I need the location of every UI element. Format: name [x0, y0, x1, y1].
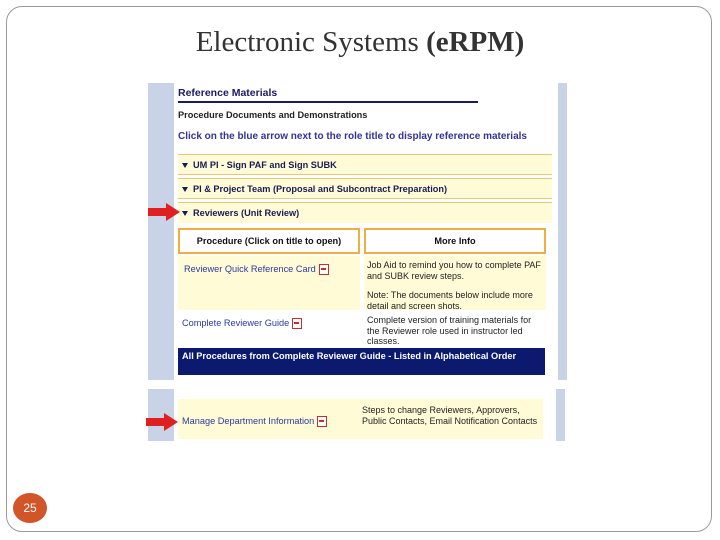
reference-heading: Reference Materials: [178, 87, 278, 99]
table-cell-info: [364, 256, 546, 310]
pdf-icon: [292, 318, 302, 329]
manage-department-screenshot: [148, 389, 568, 441]
left-margin-bar: [148, 83, 174, 380]
role-row-reviewers[interactable]: [178, 202, 552, 223]
page-number-badge: 25: [13, 493, 47, 523]
slide-title: [0, 26, 720, 59]
complete-reviewer-guide-link[interactable]: Complete Reviewer Guide: [182, 318, 290, 328]
red-arrow-icon: [148, 203, 180, 221]
instruction-text: Click on the blue arrow next to the role title to display reference materials: [178, 131, 527, 142]
role-row-pi-project-team[interactable]: [178, 178, 552, 199]
manage-department-link[interactable]: Manage Department Information: [182, 416, 315, 426]
manage-department-row: [178, 399, 543, 439]
manage-department-info: Steps to change Reviewers, Approvers, Public Contacts, Email Notification Contacts: [362, 405, 538, 426]
procedure-docs-subheading: Procedure Documents and Demonstrations: [178, 110, 368, 120]
triangle-down-icon[interactable]: [182, 211, 188, 216]
reviewer-quick-reference-link[interactable]: Reviewer Quick Reference Card: [184, 264, 316, 274]
all-procedures-banner[interactable]: All Procedures from Complete Reviewer Guide - Listed in Alphabetical Order: [178, 348, 545, 375]
triangle-down-icon[interactable]: [182, 163, 188, 168]
right-margin-bar: [558, 83, 567, 380]
pdf-icon: [317, 416, 327, 427]
info-text: Job Aid to remind you how to complete PAF and SUBK review steps.: [367, 260, 541, 281]
table-header-procedure: Procedure (Click on title to open): [178, 228, 360, 254]
role-label: Reviewers (Unit Review): [193, 208, 300, 218]
red-arrow-icon: [146, 413, 178, 431]
heading-rule: [178, 101, 478, 103]
reference-materials-screenshot: [148, 83, 568, 380]
role-label: UM PI - Sign PAF and Sign SUBK: [193, 160, 337, 170]
table-header-more-info: More Info: [364, 228, 546, 254]
role-row-um-pi[interactable]: [178, 154, 552, 175]
triangle-down-icon[interactable]: [182, 187, 188, 192]
table-cell-info: [364, 311, 546, 346]
slide-title-main: Electronic Systems: [195, 26, 427, 58]
role-label: PI & Project Team (Proposal and Subcontract Preparation): [193, 184, 448, 194]
right-margin-bar: [556, 389, 565, 441]
table-cell-procedure: [178, 311, 360, 346]
info-note: Note: The documents below include more detail and screen shots.: [367, 290, 533, 311]
info-text: Complete version of training materials for the Reviewer role used in instructor led classes.: [367, 315, 532, 346]
slide-title-acronym: (eRPM): [426, 26, 525, 58]
table-cell-procedure: [178, 256, 360, 310]
pdf-icon: [319, 264, 329, 275]
